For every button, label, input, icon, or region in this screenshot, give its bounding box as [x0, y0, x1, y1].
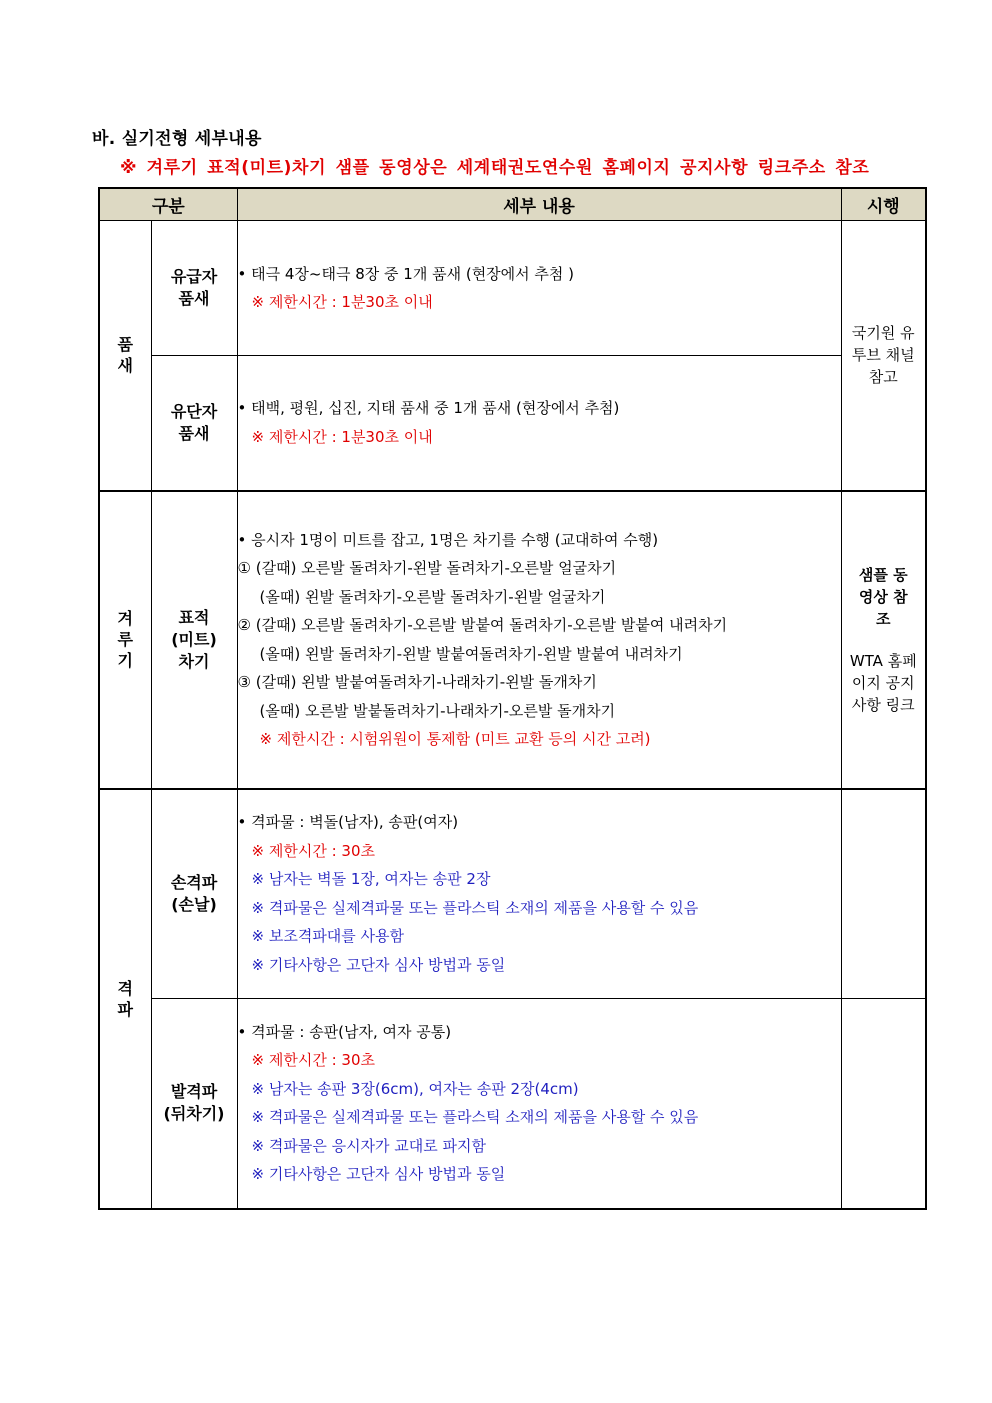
header-category: 구분: [99, 188, 237, 221]
bullet-text: • 태극 4장~태극 8장 중 1개 품새 (현장에서 추첨 ): [237, 264, 575, 283]
exec-empty: [841, 789, 926, 999]
detail-cell: [237, 491, 841, 789]
rule-note: ※ 격파물은 실제격파물 또는 플라스틱 소재의 제품을 사용할 수 있음: [251, 1108, 699, 1127]
table-row: [99, 356, 926, 491]
kick-sequence-line: ③ (갈때) 왼발 발붙여돌려차기-나래차기-왼발 돌개차기: [237, 673, 597, 691]
kick-sequence-line: (올때) 오른발 발붙돌려차기-나래차기-오른발 돌개차기: [259, 701, 616, 720]
exec-wta-link: WTA 홈페이지 공지사항 링크: [849, 651, 917, 714]
time-limit-note: ※ 제한시간 : 30초: [251, 1051, 375, 1070]
bullet-text: • 태백, 평원, 십진, 지태 품새 중 1개 품새 (현장에서 추첨): [237, 399, 620, 418]
time-limit-note: ※ 제한시간 : 1분30초 이내: [251, 293, 433, 311]
time-limit-note: ※ 제한시간 : 시험위원이 통제함 (미트 교환 등의 시간 고려): [259, 730, 651, 748]
rule-note: ※ 기타사항은 고단자 심사 방법과 동일: [251, 1165, 506, 1184]
table-row: [99, 491, 926, 789]
bullet-text: • 격파물 : 송판(남자, 여자 공통): [237, 1022, 452, 1041]
time-limit-note: ※ 제한시간 : 30초: [251, 841, 375, 860]
exec-poomsae: 국기원 유투브 채널 참고: [841, 221, 926, 491]
sub-category: 발격파 (뒤차기): [151, 999, 237, 1209]
table-row: [99, 221, 926, 356]
header-exec: 시행: [841, 188, 926, 221]
detail-cell: [237, 356, 841, 491]
exec-empty: [841, 999, 926, 1209]
rule-note: ※ 기타사항은 고단자 심사 방법과 동일: [251, 955, 506, 974]
detail-cell: [237, 999, 841, 1209]
header-detail: 세부 내용: [237, 188, 841, 221]
exam-detail-table: [98, 187, 927, 1210]
sub-category: 표적 (미트) 차기: [151, 491, 237, 789]
detail-cell: [237, 789, 841, 999]
rule-note: ※ 보조격파대를 사용함: [251, 927, 405, 946]
table-row: [99, 999, 926, 1209]
kick-sequence-line: ① (갈때) 오른발 돌려차기-왼발 돌려차기-오른발 얼굴차기: [237, 559, 617, 577]
sub-category: 손격파 (손날): [151, 789, 237, 999]
rule-note: ※ 남자는 벽돌 1장, 여자는 송판 2장: [251, 870, 491, 889]
sub-category: 유급자 품새: [151, 221, 237, 356]
kick-sequence-line: (올때) 왼발 돌려차기-왼발 발붙여돌려차기-왼발 발붙여 내려차기: [259, 644, 683, 663]
table-header-row: [99, 188, 926, 221]
detail-cell: [237, 221, 841, 356]
time-limit-note: ※ 제한시간 : 1분30초 이내: [251, 427, 433, 446]
bullet-text: • 격파물 : 벽돌(남자), 송판(여자): [237, 813, 459, 832]
category-gyeokpa: 격파: [99, 789, 151, 1209]
bullet-text: • 응시자 1명이 미트를 잡고, 1명은 차기를 수행 (교대하여 수행): [237, 530, 659, 549]
exec-sample-video: 샘플 동영상 참조: [858, 565, 908, 628]
table-row: [99, 789, 926, 999]
sub-category: 유단자 품새: [151, 356, 237, 491]
exec-kyorugi: [841, 491, 926, 789]
notice-text: ※ 겨루기 표적(미트)차기 샘플 동영상은 세계태권도연수원 홈페이지 공지사항 링크주소 참조: [120, 158, 870, 178]
rule-note: ※ 격파물은 실제격파물 또는 플라스틱 소재의 제품을 사용할 수 있음: [251, 898, 699, 917]
rule-note: ※ 격파물은 응시자가 교대로 파지함: [251, 1136, 487, 1155]
category-kyorugi: 겨루기: [99, 491, 151, 789]
kick-sequence-line: (올때) 왼발 돌려차기-오른발 돌려차기-왼발 얼굴차기: [259, 587, 606, 606]
section-title: 바. 실기전형 세부내용: [92, 129, 262, 149]
kick-sequence-line: ② (갈때) 오른발 돌려차기-오른발 발붙여 돌려차기-오른발 발붙여 내려차기: [237, 616, 728, 634]
category-poomsae: 품새: [99, 221, 151, 491]
rule-note: ※ 남자는 송판 3장(6cm), 여자는 송판 2장(4cm): [251, 1079, 579, 1098]
